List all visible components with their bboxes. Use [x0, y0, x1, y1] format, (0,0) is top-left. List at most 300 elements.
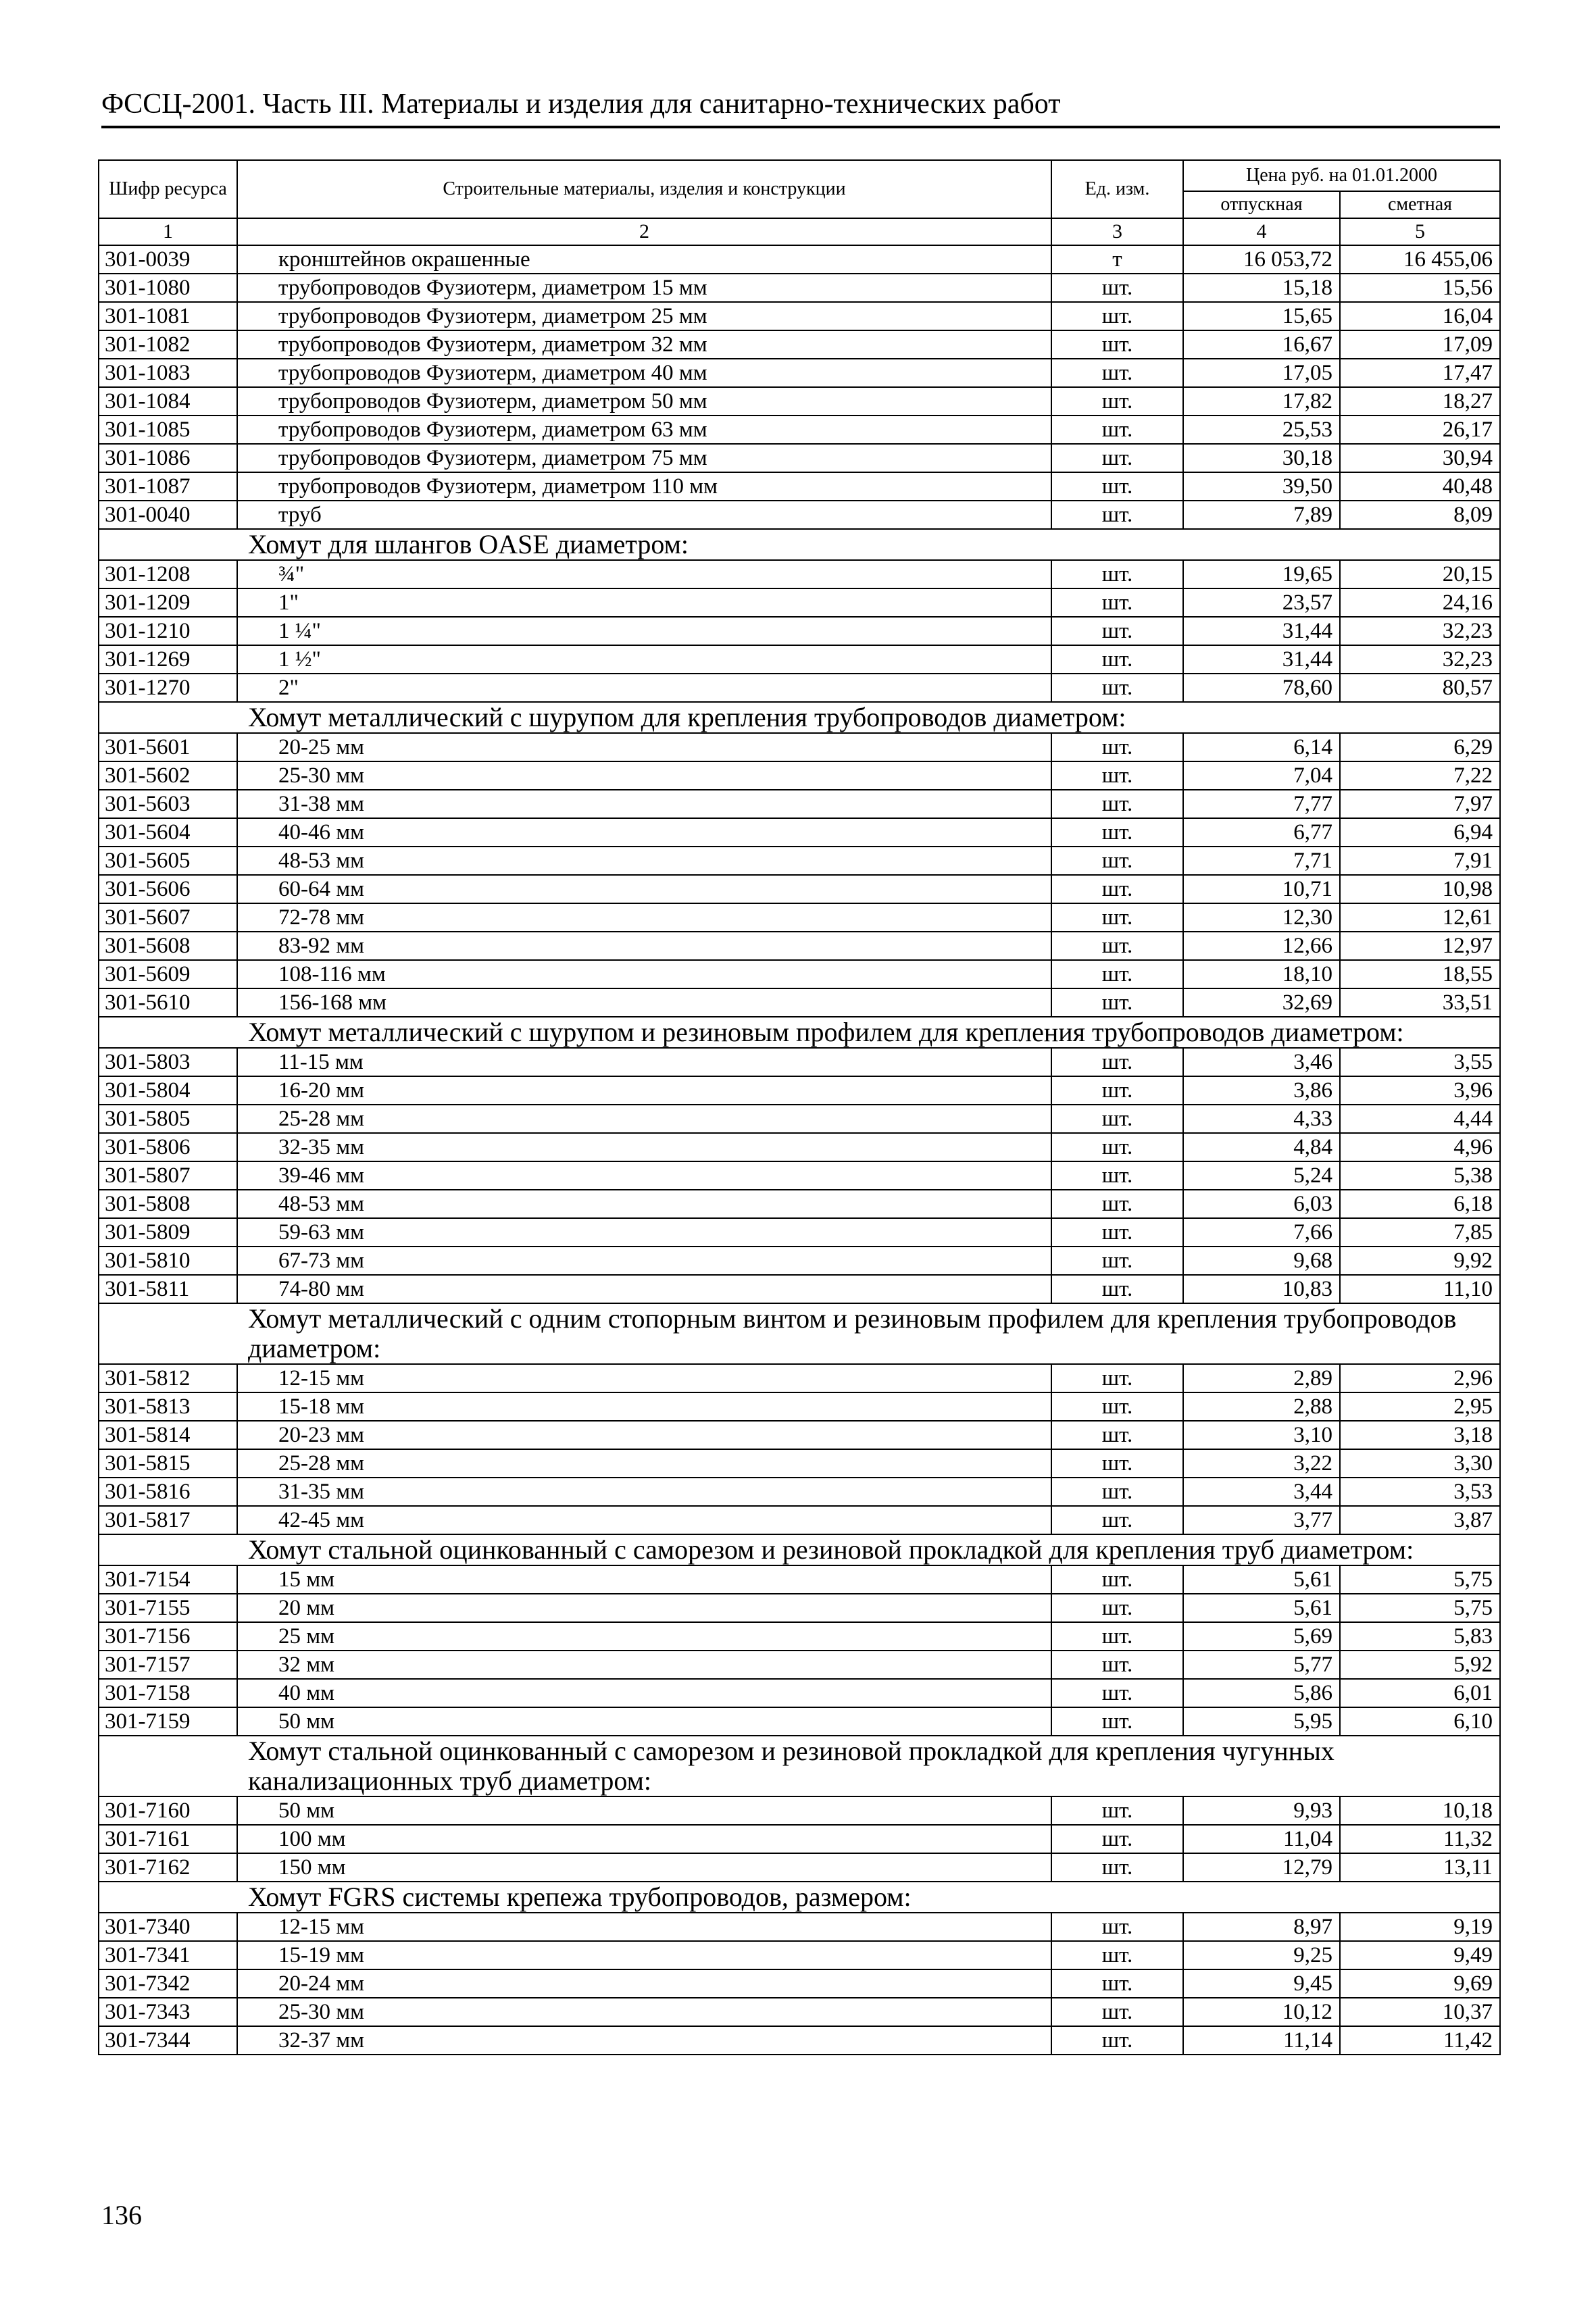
estimate-price: 4,96 — [1340, 1133, 1500, 1161]
material-name: 156-168 мм — [237, 988, 1051, 1017]
resource-code: 301-5814 — [99, 1421, 237, 1449]
group-heading: Хомут металлический с шурупом для крепления трубопроводов диаметром: — [99, 702, 1500, 733]
material-name: 31-35 мм — [237, 1478, 1051, 1506]
resource-code: 301-1083 — [99, 359, 237, 387]
resource-code: 301-7344 — [99, 2026, 237, 2055]
estimate-price: 20,15 — [1340, 560, 1500, 588]
table-row — [99, 1392, 1500, 1421]
estimate-price: 7,91 — [1340, 847, 1500, 875]
unit-of-measure: шт. — [1051, 1853, 1183, 1882]
table-row — [99, 1506, 1500, 1534]
table-row — [99, 1565, 1500, 1594]
table-row — [99, 988, 1500, 1017]
resource-code: 301-7340 — [99, 1913, 237, 1941]
table-row — [99, 1969, 1500, 1998]
release-price: 11,14 — [1183, 2026, 1340, 2055]
table-row — [99, 903, 1500, 932]
material-name: трубопроводов Фузиотерм, диаметром 63 мм — [237, 416, 1051, 444]
material-name: 100 мм — [237, 1825, 1051, 1853]
release-price: 17,82 — [1183, 387, 1340, 416]
release-price: 15,65 — [1183, 302, 1340, 330]
group-heading-row — [99, 1736, 1500, 1796]
release-price: 9,45 — [1183, 1969, 1340, 1998]
unit-of-measure: шт. — [1051, 932, 1183, 960]
unit-of-measure: шт. — [1051, 1076, 1183, 1105]
unit-of-measure: шт. — [1051, 1825, 1183, 1853]
release-price: 5,69 — [1183, 1622, 1340, 1651]
release-price: 5,61 — [1183, 1565, 1340, 1594]
material-name: 25 мм — [237, 1622, 1051, 1651]
material-name: 20-23 мм — [237, 1421, 1051, 1449]
resource-code: 301-7158 — [99, 1679, 237, 1707]
estimate-price: 9,49 — [1340, 1941, 1500, 1969]
release-price: 9,68 — [1183, 1247, 1340, 1275]
resource-code: 301-7155 — [99, 1594, 237, 1622]
estimate-price: 10,18 — [1340, 1796, 1500, 1825]
release-price: 5,86 — [1183, 1679, 1340, 1707]
material-name: 25-30 мм — [237, 761, 1051, 790]
table-row — [99, 245, 1500, 274]
material-name: 40-46 мм — [237, 818, 1051, 847]
estimate-price: 8,09 — [1340, 501, 1500, 529]
release-price: 31,44 — [1183, 645, 1340, 674]
release-price: 6,14 — [1183, 733, 1340, 761]
estimate-price: 17,47 — [1340, 359, 1500, 387]
unit-of-measure: шт. — [1051, 1796, 1183, 1825]
resource-code: 301-5806 — [99, 1133, 237, 1161]
resource-code: 301-5812 — [99, 1364, 237, 1392]
resource-code: 301-1080 — [99, 274, 237, 302]
header-name: Строительные материалы, изделия и конструкции — [237, 160, 1051, 218]
material-name: 11-15 мм — [237, 1048, 1051, 1076]
material-name: 108-116 мм — [237, 960, 1051, 988]
release-price: 23,57 — [1183, 588, 1340, 617]
release-price: 4,84 — [1183, 1133, 1340, 1161]
group-heading: Хомут стальной оцинкованный с саморезом и резиновой прокладкой для крепления труб диаметром: — [99, 1534, 1500, 1565]
material-name: 25-30 мм — [237, 1998, 1051, 2026]
resource-code: 301-1209 — [99, 588, 237, 617]
table-row — [99, 875, 1500, 903]
unit-of-measure: шт. — [1051, 988, 1183, 1017]
estimate-price: 3,87 — [1340, 1506, 1500, 1534]
release-price: 7,66 — [1183, 1218, 1340, 1247]
material-name: 67-73 мм — [237, 1247, 1051, 1275]
release-price: 11,04 — [1183, 1825, 1340, 1853]
table-row — [99, 818, 1500, 847]
material-name: 150 мм — [237, 1853, 1051, 1882]
release-price: 5,61 — [1183, 1594, 1340, 1622]
resource-code: 301-7161 — [99, 1825, 237, 1853]
unit-of-measure: шт. — [1051, 847, 1183, 875]
release-price: 2,89 — [1183, 1364, 1340, 1392]
material-name: 25-28 мм — [237, 1105, 1051, 1133]
table-row — [99, 1218, 1500, 1247]
resource-code: 301-5608 — [99, 932, 237, 960]
release-price: 3,44 — [1183, 1478, 1340, 1506]
table-row — [99, 761, 1500, 790]
estimate-price: 6,18 — [1340, 1190, 1500, 1218]
release-price: 16,67 — [1183, 330, 1340, 359]
group-heading: Хомут для шлангов OASE диаметром: — [99, 529, 1500, 560]
estimate-price: 5,75 — [1340, 1565, 1500, 1594]
unit-of-measure: шт. — [1051, 1998, 1183, 2026]
material-name: 25-28 мм — [237, 1449, 1051, 1478]
estimate-price: 11,10 — [1340, 1275, 1500, 1303]
material-name: 15-19 мм — [237, 1941, 1051, 1969]
material-name: 50 мм — [237, 1707, 1051, 1736]
release-price: 12,79 — [1183, 1853, 1340, 1882]
resource-code: 301-5601 — [99, 733, 237, 761]
release-price: 18,10 — [1183, 960, 1340, 988]
unit-of-measure: шт. — [1051, 674, 1183, 702]
resource-code: 301-0039 — [99, 245, 237, 274]
table-row — [99, 387, 1500, 416]
material-name: 72-78 мм — [237, 903, 1051, 932]
unit-of-measure: шт. — [1051, 1679, 1183, 1707]
estimate-price: 80,57 — [1340, 674, 1500, 702]
estimate-price: 4,44 — [1340, 1105, 1500, 1133]
unit-of-measure: шт. — [1051, 1161, 1183, 1190]
resource-code: 301-5816 — [99, 1478, 237, 1506]
unit-of-measure: шт. — [1051, 617, 1183, 645]
material-name: 59-63 мм — [237, 1218, 1051, 1247]
estimate-price: 6,10 — [1340, 1707, 1500, 1736]
unit-of-measure: шт. — [1051, 1913, 1183, 1941]
material-name: труб — [237, 501, 1051, 529]
unit-of-measure: шт. — [1051, 1364, 1183, 1392]
resource-code: 301-1270 — [99, 674, 237, 702]
release-price: 31,44 — [1183, 617, 1340, 645]
resource-code: 301-1210 — [99, 617, 237, 645]
release-price: 6,77 — [1183, 818, 1340, 847]
material-name: 39-46 мм — [237, 1161, 1051, 1190]
unit-of-measure: шт. — [1051, 1622, 1183, 1651]
release-price: 15,18 — [1183, 274, 1340, 302]
table-row — [99, 472, 1500, 501]
release-price: 5,95 — [1183, 1707, 1340, 1736]
material-name: 16-20 мм — [237, 1076, 1051, 1105]
estimate-price: 7,85 — [1340, 1218, 1500, 1247]
unit-of-measure: шт. — [1051, 588, 1183, 617]
unit-of-measure: шт. — [1051, 330, 1183, 359]
estimate-price: 2,95 — [1340, 1392, 1500, 1421]
group-heading-row — [99, 1882, 1500, 1913]
page-number: 136 — [101, 2200, 142, 2230]
material-name: трубопроводов Фузиотерм, диаметром 50 мм — [237, 387, 1051, 416]
resource-code: 301-7343 — [99, 1998, 237, 2026]
table-row — [99, 1998, 1500, 2026]
estimate-price: 18,55 — [1340, 960, 1500, 988]
release-price: 39,50 — [1183, 472, 1340, 501]
estimate-price: 32,23 — [1340, 617, 1500, 645]
estimate-price: 40,48 — [1340, 472, 1500, 501]
unit-of-measure: шт. — [1051, 302, 1183, 330]
resource-code: 301-1084 — [99, 387, 237, 416]
resource-code: 301-7157 — [99, 1651, 237, 1679]
table-body — [99, 245, 1500, 2055]
unit-of-measure: шт. — [1051, 1247, 1183, 1275]
resource-code: 301-5804 — [99, 1076, 237, 1105]
release-price: 19,65 — [1183, 560, 1340, 588]
resource-code: 301-5809 — [99, 1218, 237, 1247]
unit-of-measure: шт. — [1051, 444, 1183, 472]
material-name: 20-24 мм — [237, 1969, 1051, 1998]
unit-of-measure: шт. — [1051, 1048, 1183, 1076]
estimate-price: 9,19 — [1340, 1913, 1500, 1941]
unit-of-measure: шт. — [1051, 1651, 1183, 1679]
material-name: 2" — [237, 674, 1051, 702]
material-name: 31-38 мм — [237, 790, 1051, 818]
estimate-price: 3,18 — [1340, 1421, 1500, 1449]
estimate-price: 10,98 — [1340, 875, 1500, 903]
material-name: 32-37 мм — [237, 2026, 1051, 2055]
material-name: 20-25 мм — [237, 733, 1051, 761]
material-name: 1 ½" — [237, 645, 1051, 674]
estimate-price: 3,96 — [1340, 1076, 1500, 1105]
resource-code: 301-1085 — [99, 416, 237, 444]
resource-code: 301-5815 — [99, 1449, 237, 1478]
resource-code: 301-5811 — [99, 1275, 237, 1303]
table-row — [99, 1796, 1500, 1825]
material-name: кронштейнов окрашенные — [237, 245, 1051, 274]
unit-of-measure: шт. — [1051, 1969, 1183, 1998]
table-row — [99, 1679, 1500, 1707]
table-row — [99, 674, 1500, 702]
material-name: 15-18 мм — [237, 1392, 1051, 1421]
material-name: трубопроводов Фузиотерм, диаметром 75 мм — [237, 444, 1051, 472]
table-row — [99, 733, 1500, 761]
unit-of-measure: шт. — [1051, 359, 1183, 387]
estimate-price: 24,16 — [1340, 588, 1500, 617]
material-name: 48-53 мм — [237, 847, 1051, 875]
price-table — [98, 159, 1501, 2055]
estimate-price: 10,37 — [1340, 1998, 1500, 2026]
table-row — [99, 1133, 1500, 1161]
unit-of-measure: шт. — [1051, 1218, 1183, 1247]
estimate-price: 5,83 — [1340, 1622, 1500, 1651]
estimate-price: 15,56 — [1340, 274, 1500, 302]
unit-of-measure: шт. — [1051, 1506, 1183, 1534]
resource-code: 301-5605 — [99, 847, 237, 875]
release-price: 10,83 — [1183, 1275, 1340, 1303]
estimate-price: 3,30 — [1340, 1449, 1500, 1478]
group-heading: Хомут FGRS системы крепежа трубопроводов, размером: — [99, 1882, 1500, 1913]
table-row — [99, 1622, 1500, 1651]
unit-of-measure: шт. — [1051, 1190, 1183, 1218]
column-number: 5 — [1340, 218, 1500, 245]
estimate-price: 5,92 — [1340, 1651, 1500, 1679]
release-price: 3,77 — [1183, 1506, 1340, 1534]
resource-code: 301-5805 — [99, 1105, 237, 1133]
unit-of-measure: шт. — [1051, 818, 1183, 847]
group-heading: Хомут металлический с шурупом и резиновым профилем для крепления трубопроводов диаметром: — [99, 1017, 1500, 1048]
group-heading-row — [99, 1303, 1500, 1364]
header-estimate-price: сметная — [1340, 191, 1500, 218]
estimate-price: 13,11 — [1340, 1853, 1500, 1882]
estimate-price: 18,27 — [1340, 387, 1500, 416]
release-price: 5,77 — [1183, 1651, 1340, 1679]
unit-of-measure: шт. — [1051, 1594, 1183, 1622]
unit-of-measure: шт. — [1051, 1392, 1183, 1421]
header-code: Шифр ресурса — [99, 160, 237, 218]
material-name: трубопроводов Фузиотерм, диаметром 25 мм — [237, 302, 1051, 330]
resource-code: 301-5609 — [99, 960, 237, 988]
unit-of-measure: шт. — [1051, 560, 1183, 588]
unit-of-measure: шт. — [1051, 960, 1183, 988]
estimate-price: 32,23 — [1340, 645, 1500, 674]
material-name: 42-45 мм — [237, 1506, 1051, 1534]
group-heading-row — [99, 1534, 1500, 1565]
page-header: ФССЦ-2001. Часть III. Материалы и изделия для санитарно-технических работ — [101, 86, 1500, 128]
table-row — [99, 1421, 1500, 1449]
unit-of-measure: т — [1051, 245, 1183, 274]
estimate-price: 3,55 — [1340, 1048, 1500, 1076]
release-price: 3,22 — [1183, 1449, 1340, 1478]
resource-code: 301-7159 — [99, 1707, 237, 1736]
unit-of-measure: шт. — [1051, 387, 1183, 416]
unit-of-measure: шт. — [1051, 274, 1183, 302]
release-price: 9,25 — [1183, 1941, 1340, 1969]
table-row — [99, 1275, 1500, 1303]
material-name: трубопроводов Фузиотерм, диаметром 15 мм — [237, 274, 1051, 302]
unit-of-measure: шт. — [1051, 1421, 1183, 1449]
estimate-price: 6,29 — [1340, 733, 1500, 761]
estimate-price: 12,97 — [1340, 932, 1500, 960]
table-row — [99, 560, 1500, 588]
release-price: 12,66 — [1183, 932, 1340, 960]
release-price: 17,05 — [1183, 359, 1340, 387]
table-row — [99, 645, 1500, 674]
column-number: 1 — [99, 218, 237, 245]
estimate-price: 5,38 — [1340, 1161, 1500, 1190]
table-row — [99, 1913, 1500, 1941]
estimate-price: 11,32 — [1340, 1825, 1500, 1853]
release-price: 10,12 — [1183, 1998, 1340, 2026]
material-name: 83-92 мм — [237, 932, 1051, 960]
estimate-price: 33,51 — [1340, 988, 1500, 1017]
material-name: трубопроводов Фузиотерм, диаметром 110 мм — [237, 472, 1051, 501]
estimate-price: 9,92 — [1340, 1247, 1500, 1275]
material-name: трубопроводов Фузиотерм, диаметром 32 мм — [237, 330, 1051, 359]
release-price: 7,04 — [1183, 761, 1340, 790]
resource-code: 301-5603 — [99, 790, 237, 818]
table-row — [99, 1076, 1500, 1105]
unit-of-measure: шт. — [1051, 875, 1183, 903]
unit-of-measure: шт. — [1051, 472, 1183, 501]
table-row — [99, 1478, 1500, 1506]
release-price: 3,10 — [1183, 1421, 1340, 1449]
estimate-price: 26,17 — [1340, 416, 1500, 444]
group-heading: Хомут стальной оцинкованный с саморезом и резиновой прокладкой для крепления чугунных канализационных труб диаметром: — [99, 1736, 1500, 1796]
material-name: 12-15 мм — [237, 1913, 1051, 1941]
table-row — [99, 2026, 1500, 2055]
resource-code: 301-1081 — [99, 302, 237, 330]
material-name: трубопроводов Фузиотерм, диаметром 40 мм — [237, 359, 1051, 387]
material-name: 15 мм — [237, 1565, 1051, 1594]
resource-code: 301-5810 — [99, 1247, 237, 1275]
resource-code: 301-1087 — [99, 472, 237, 501]
release-price: 7,77 — [1183, 790, 1340, 818]
table-row — [99, 960, 1500, 988]
table-row — [99, 501, 1500, 529]
unit-of-measure: шт. — [1051, 1133, 1183, 1161]
table-row — [99, 1048, 1500, 1076]
resource-code: 301-7160 — [99, 1796, 237, 1825]
material-name: ¾" — [237, 560, 1051, 588]
table-row — [99, 1853, 1500, 1882]
table-row — [99, 790, 1500, 818]
estimate-price: 3,53 — [1340, 1478, 1500, 1506]
table-row — [99, 416, 1500, 444]
estimate-price: 16,04 — [1340, 302, 1500, 330]
material-name: 32 мм — [237, 1651, 1051, 1679]
unit-of-measure: шт. — [1051, 1941, 1183, 1969]
table-row — [99, 1364, 1500, 1392]
material-name: 12-15 мм — [237, 1364, 1051, 1392]
resource-code: 301-7154 — [99, 1565, 237, 1594]
table-row — [99, 1651, 1500, 1679]
release-price: 3,46 — [1183, 1048, 1340, 1076]
release-price: 30,18 — [1183, 444, 1340, 472]
release-price: 16 053,72 — [1183, 245, 1340, 274]
resource-code: 301-7156 — [99, 1622, 237, 1651]
header-price: Цена руб. на 01.01.2000 — [1183, 160, 1500, 191]
column-number: 4 — [1183, 218, 1340, 245]
column-number: 2 — [237, 218, 1051, 245]
release-price: 6,03 — [1183, 1190, 1340, 1218]
column-number: 3 — [1051, 218, 1183, 245]
resource-code: 301-5807 — [99, 1161, 237, 1190]
estimate-price: 30,94 — [1340, 444, 1500, 472]
estimate-price: 6,01 — [1340, 1679, 1500, 1707]
resource-code: 301-1086 — [99, 444, 237, 472]
table-row — [99, 617, 1500, 645]
group-heading: Хомут металлический с одним стопорным винтом и резиновым профилем для крепления трубопроводов диаметром: — [99, 1303, 1500, 1364]
estimate-price: 6,94 — [1340, 818, 1500, 847]
material-name: 32-35 мм — [237, 1133, 1051, 1161]
header-unit: Ед. изм. — [1051, 160, 1183, 218]
table-row — [99, 330, 1500, 359]
release-price: 8,97 — [1183, 1913, 1340, 1941]
resource-code: 301-5602 — [99, 761, 237, 790]
unit-of-measure: шт. — [1051, 645, 1183, 674]
release-price: 78,60 — [1183, 674, 1340, 702]
estimate-price: 7,22 — [1340, 761, 1500, 790]
group-heading-row — [99, 702, 1500, 733]
material-name: 40 мм — [237, 1679, 1051, 1707]
resource-code: 301-5610 — [99, 988, 237, 1017]
estimate-price: 11,42 — [1340, 2026, 1500, 2055]
resource-code: 301-5813 — [99, 1392, 237, 1421]
estimate-price: 7,97 — [1340, 790, 1500, 818]
resource-code: 301-5803 — [99, 1048, 237, 1076]
table-row — [99, 1825, 1500, 1853]
resource-code: 301-5607 — [99, 903, 237, 932]
table-row — [99, 359, 1500, 387]
table-row — [99, 302, 1500, 330]
material-name: 1" — [237, 588, 1051, 617]
estimate-price: 2,96 — [1340, 1364, 1500, 1392]
resource-code: 301-1269 — [99, 645, 237, 674]
resource-code: 301-5606 — [99, 875, 237, 903]
material-name: 50 мм — [237, 1796, 1051, 1825]
unit-of-measure: шт. — [1051, 501, 1183, 529]
estimate-price: 5,75 — [1340, 1594, 1500, 1622]
table-row — [99, 1449, 1500, 1478]
release-price: 32,69 — [1183, 988, 1340, 1017]
release-price: 4,33 — [1183, 1105, 1340, 1133]
unit-of-measure: шт. — [1051, 1478, 1183, 1506]
